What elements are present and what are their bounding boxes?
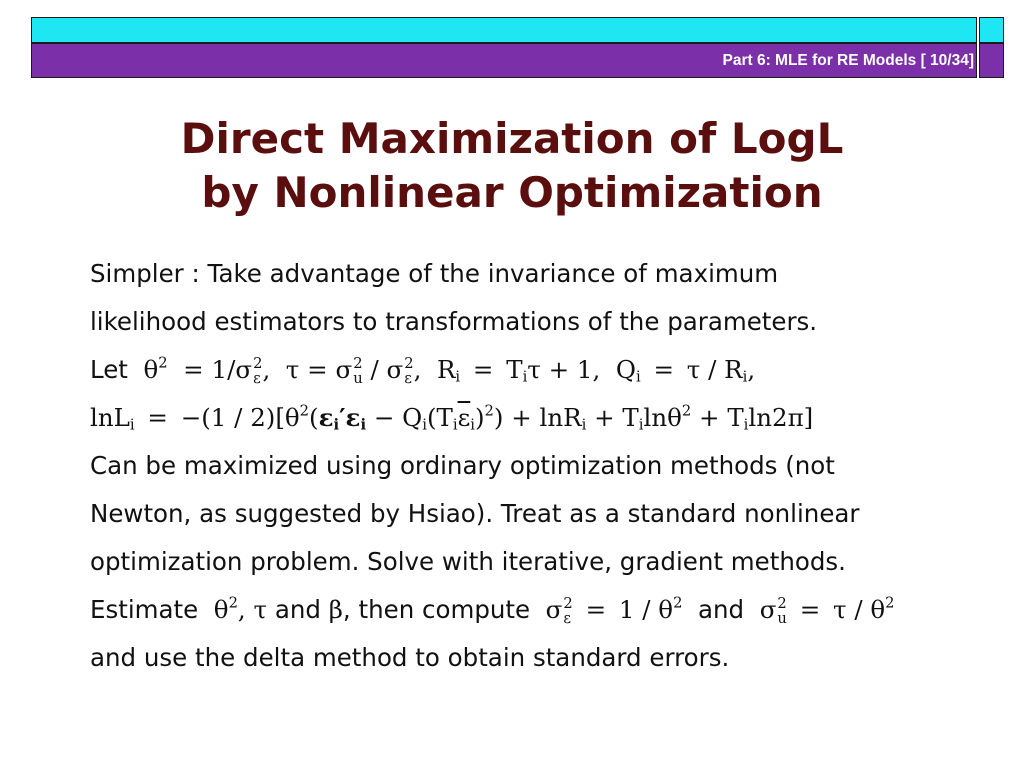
body-line-6: Newton, as suggested by Hsiao). Treat as a standard nonlinear	[90, 499, 860, 528]
body-line-1: Simpler : Take advantage of the invariance of maximum	[90, 259, 779, 288]
formula-log-likelihood: $\ln L_i = -(1 / 2)[\theta^2(\varepsilon_i'\varepsilon_i - Q_i(T_i\overline{\varepsilon}_i)^2) + \ln R_i + T_i\ln\theta^2 + T_i\ln 2\pi]$	[90, 402, 814, 434]
estimate-word: Estimate	[90, 595, 199, 624]
and-word-2: and	[698, 595, 745, 624]
slide-body	[90, 254, 1000, 686]
formula-reparameterization: Let $\theta^2 = 1/\sigma$ 2 ε , τ = σ 2 u / σ 2 ε , $R_i = T_i\tau + 1$, $Q_i = \tau / R_i$,	[90, 354, 756, 387]
formula-estimate: Estimate $\theta^2$, τ and β, then compute σ 2 ε = $1 / \theta^2$ and σ 2 u = τ / $\theta^2$	[90, 594, 895, 627]
body-line-5: Can be maximized using ordinary optimization methods (not	[90, 451, 835, 480]
header-bar-top	[31, 17, 977, 43]
then-compute-text: , then compute	[342, 595, 531, 624]
title-line-1: Direct Maximization of LogL	[180, 114, 844, 163]
slide-title	[0, 112, 1024, 220]
body-line-9: and use the delta method to obtain standard errors.	[90, 643, 730, 672]
slide-label: Part 6: MLE for RE Models [ 10/34]	[722, 52, 974, 69]
and-word-1: and	[274, 595, 321, 624]
body-line-2: likelihood estimators to transformations of the parameters.	[90, 307, 818, 336]
body-line-7: optimization problem. Solve with iterative, gradient methods.	[90, 547, 846, 576]
let-word: Let	[90, 355, 128, 384]
header-square-bottom	[979, 43, 1004, 78]
header-square-top	[979, 17, 1004, 43]
title-line-2: by Nonlinear Optimization	[201, 168, 823, 217]
